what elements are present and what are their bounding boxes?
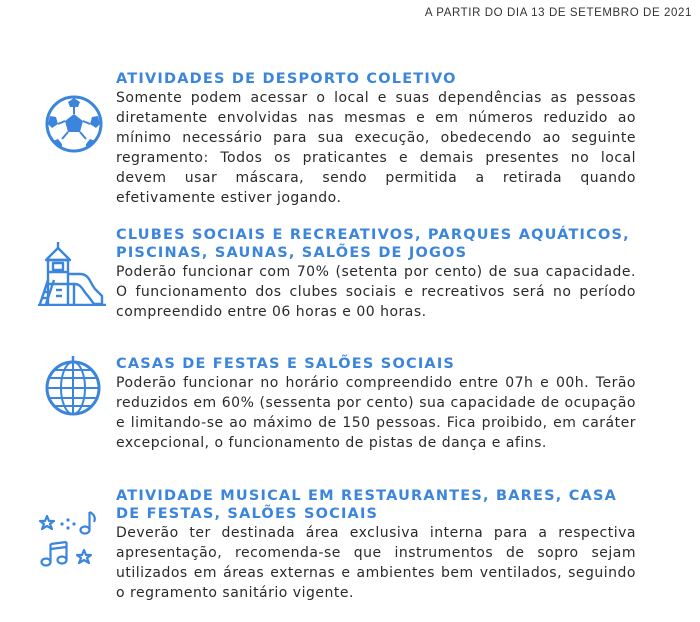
section-casas-festas (116, 355, 636, 453)
section-atividade-musical (116, 487, 636, 603)
section-title: CASAS DE FESTAS E SALÕES SOCIAIS (116, 356, 456, 372)
section-body: Deverão ter destinada área exclusiva interna para a respectiva apresentação, recomenda-se que instrumentos de sopro sejam utilizados em áreas externas e ambientes bem ventilados, seguindo o regramento sanitário vigente. (116, 525, 636, 601)
section-body: Poderão funcionar com 70% (setenta por cento) de sua capacidade. O funcionamento dos clubes sociais e recreativos será no período compreendido entre 06 horas e 00 horas. (116, 264, 636, 320)
section-clubes-sociais (116, 226, 636, 322)
section-title: ATIVIDADE MUSICAL EM RESTAURANTES, BARES, CASA DE FESTAS, SALÕES SOCIAIS (116, 488, 618, 522)
disco-ball-icon (44, 356, 102, 418)
section-title: CLUBES SOCIAIS E RECREATIVOS, PARQUES AQUÁTICOS, PISCINAS, SAUNAS, SALÕES DE JOGOS (116, 227, 630, 261)
section-desporto-coletivo (116, 70, 636, 208)
date-header: A PARTIR DO DIA 13 DE SETEMBRO DE 2021 (424, 7, 692, 19)
section-title: ATIVIDADES DE DESPORTO COLETIVO (116, 71, 457, 87)
soccer-ball-icon (44, 94, 104, 154)
music-notes-stars-icon (38, 508, 104, 572)
section-body: Poderão funcionar no horário compreendido entre 07h e 00h. Terão reduzidos em 60% (sessenta por cento) sua capacidade de ocupação e limitando-se ao máximo de 150 pessoas. Fica proibido, em caráter excepcional, o funcionamento de pistas de dança e afins. (116, 375, 636, 451)
playground-slide-icon (38, 240, 106, 306)
section-body: Somente podem acessar o local e suas dependências as pessoas diretamente envolvidas nas mesmas e em números reduzido ao mínimo necessário para sua execução, obedecendo ao seguinte regramento: Todos os praticantes e demais presentes no local devem usar máscara, sendo permitida a retirada quando efetivamente estiver jogando. (116, 90, 636, 206)
